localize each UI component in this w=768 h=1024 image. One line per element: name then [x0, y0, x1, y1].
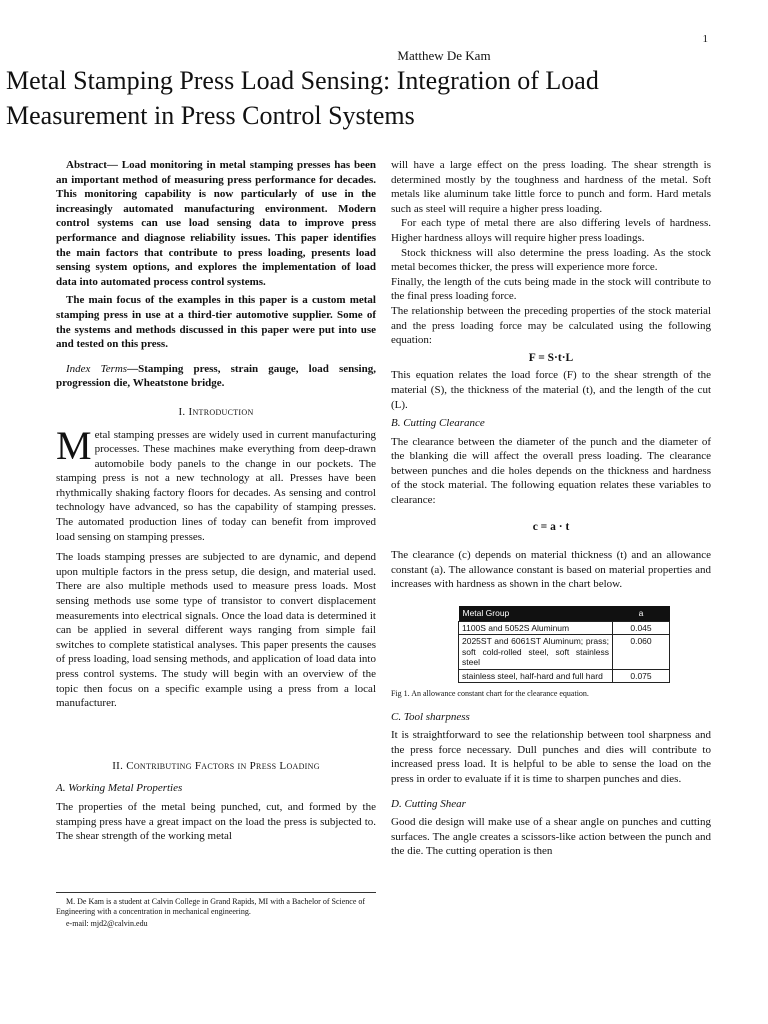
author-footnote: [56, 892, 376, 931]
intro-paragraph-1: [56, 422, 376, 545]
subheading-working-metal-properties: A. Working Metal Properties: [56, 782, 183, 795]
author-name: Matthew De Kam: [397, 48, 491, 63]
table-row: [459, 635, 670, 670]
table-cell-a: 0.060: [613, 635, 670, 670]
right-column: [391, 158, 711, 863]
clearance-equation: c = a · t: [532, 520, 570, 533]
footnote-affiliation: M. De Kam is a student at Calvin College in Grand Rapids, MI with a Bachelor of Science of Engineering with a concentration in mechanical engineering.: [56, 897, 366, 916]
paper-title: Metal Stamping Press Load Sensing: Integration of Load Measurement in Press Control Systems: [6, 66, 599, 130]
intro-paragraph-2: The loads stamping presses are subjected to are dynamic, and depend upon multiple factors in the press setup, die design, and material used. There are also multiple methods used to measure press loads. Most sensing methods use some type of transistor to convert displacement measurements into electrical signals. Once the load data is determined it can be applied in several different ways ranging from simple fail switches to complete statistical analyses. This paper presents the causes of press loading, load sensing methods, and application of load data into press control systems. The study will begin with an overview of the topic then focus on a specific example using a press from a local manufacturer.: [56, 551, 376, 710]
tool-sharpness-paragraph: It is straightforward to see the relationship between tool sharpness and the press force necessary. Dull punches and dies will contribute to increased press load. It is helpful to be able to sense the load on the press in order to evaluate if it is time to sharpen punches and dies.: [391, 729, 711, 785]
stock-thickness-paragraph: Stock thickness will also determine the press loading. As the stock metal becomes thicker, the press will experience more force.: [391, 246, 711, 274]
intro-paragraph-1-text: etal stamping presses are widely used in current manufacturing processes. These machines make everything from deep-drawn automobile body panels to the change in our pockets. The stamping press is not a new technology at all. Presses have been rhythmically shaking factory floors for decades. As sensing and control technology have advanced, so has the capability of stamping presses. The automated production lines of today can benefit from improved load sensing on stamping presses.: [56, 428, 376, 543]
page-number: 1: [702, 33, 708, 45]
force-equation: F = S·t·L: [528, 351, 574, 364]
section-heading-introduction: I. Introduction: [178, 405, 254, 418]
working-metal-paragraph: The properties of the metal being punched, cut, and formed by the stamping press have a great impact on the load the press is subjected to. The shear strength of the working metal: [56, 800, 376, 843]
section-heading-contributing-factors: II. Contributing Factors in Press Loading: [112, 759, 320, 772]
equation-explanation: This equation relates the load force (F) to the shear strength of the material (S), the thickness of the material (t), and the length of the cut (L).: [391, 369, 711, 411]
relationship-paragraph: The relationship between the preceding properties of the stock material and the press loading force may be calculated using the following equation:: [391, 304, 711, 347]
table-cell-a: 0.045: [613, 621, 670, 635]
abstract-paragraph-1: Abstract— Load monitoring in metal stamping presses has been an important method of measuring press performance for decades. This monitoring capability is now particularly of use in the increasingly automated manufacturing environment. Modern control systems can use load sensing data to improve press performance and diagnose reliability issues. This paper identifies the main factors that contribute to press loading, presents load sensing system options, and explores the implementation of load data into automated process control systems.: [56, 159, 376, 288]
index-terms: [56, 362, 376, 391]
table-cell-group: stainless steel, half-hard and full hard: [459, 669, 613, 683]
table-header-a: a: [613, 606, 670, 621]
index-terms-text: —Stamping press, strain gauge, load sensing, progression die, Wheatstone bridge.: [56, 362, 376, 390]
shear-strength-paragraph: will have a large effect on the press loading. The shear strength is determined mostly by the toughness and hardness of the metal. Soft metals like aluminum take little force to punch and form. Hard metals such as steel will require a higher press loading.: [391, 159, 711, 215]
table-cell-a: 0.075: [613, 669, 670, 683]
table-row: [459, 621, 670, 635]
cutting-shear-paragraph: Good die design will make use of a shear angle on punches and cutting surfaces. The angle creates a scissors-like action between the punch and the die. The cutting operation is then: [391, 816, 711, 858]
subheading-cutting-shear: D. Cutting Shear: [391, 797, 466, 810]
drop-cap: M: [56, 422, 92, 468]
figure-caption: Fig 1. An allowance constant chart for the clearance equation.: [391, 689, 589, 699]
subheading-cutting-clearance: B. Cutting Clearance: [391, 417, 485, 430]
hardness-paragraph: For each type of metal there are also differing levels of hardness. Higher hardness alloys will require higher press loadings.: [391, 217, 711, 244]
cut-length-paragraph: Finally, the length of the cuts being made in the stock will contribute to the final press loading force.: [391, 275, 711, 303]
index-terms-label: Index Terms: [66, 362, 128, 375]
table-cell-group: 1100S and 5052S Aluminum: [459, 621, 613, 635]
clearance-paragraph-1: The clearance between the diameter of the punch and the diameter of the blanking die will affect the overall press loading. The clearance between punches and die holes depends on the thickness and hardness of the stock material. The following equation relates these variables to clearance:: [391, 435, 711, 507]
left-column: [56, 158, 376, 848]
table-cell-group: 2025ST and 6061ST Aluminum; prass; soft cold-rolled steel, soft stainless steel: [459, 635, 613, 670]
table-row: [459, 669, 670, 683]
clearance-paragraph-2: The clearance (c) depends on material thickness (t) and an allowance constant (a). The allowance constant is based on material properties and increases with hardness as shown in the chart below.: [391, 549, 711, 591]
subheading-tool-sharpness: C. Tool sharpness: [391, 710, 470, 723]
table-header-metal-group: Metal Group: [459, 606, 613, 621]
footnote-email: e-mail: mjd2@calvin.edu: [66, 919, 148, 928]
abstract-paragraph-2: The main focus of the examples in this paper is a custom metal stamping press in use at a third-tier automotive supplier. Some of the systems and methods discussed in this paper were put into use and tested on this press.: [56, 294, 376, 351]
allowance-table: [458, 606, 670, 683]
